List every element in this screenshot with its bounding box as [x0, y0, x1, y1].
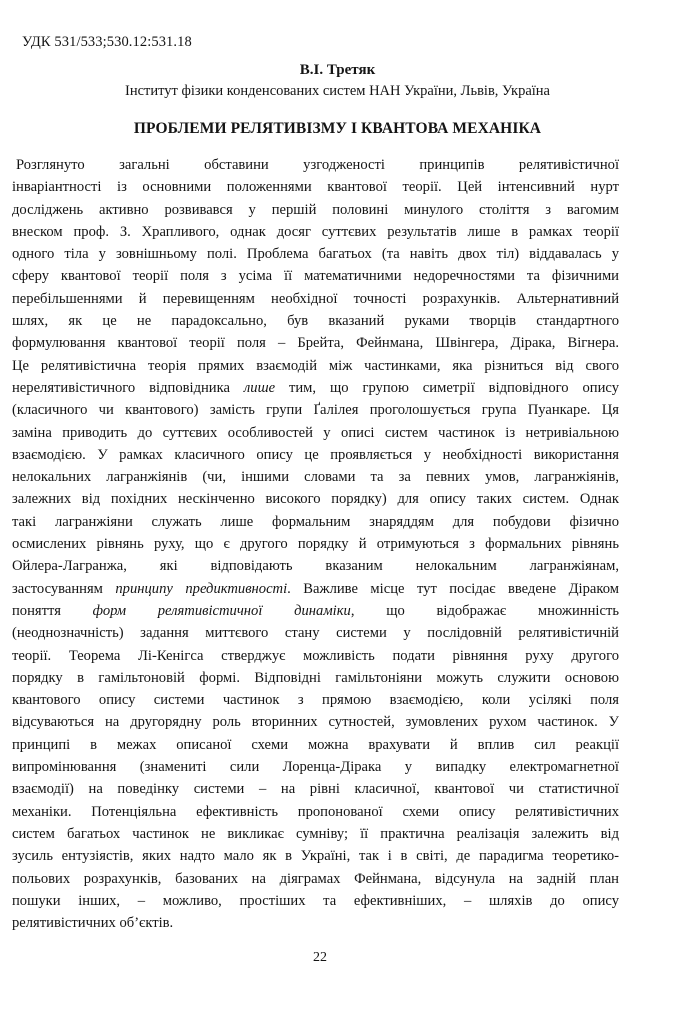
body-text-segment: нелокальних лагранжіянів (чи, іншими словами та за певних умов, лагранжіянів,	[12, 469, 619, 486]
body-text-segment: Розглянуто загальні обставини узгодженості принципів релятивістичної	[16, 157, 619, 173]
body-line	[12, 823, 619, 845]
article-title: ПРОБЛЕМИ РЕЛЯТИВІЗМУ І КВАНТОВА МЕХАНІКА	[133, 120, 542, 137]
body-text-segment: зусиль ентузіястів, яких надто мало як в Україні, так і в світі, де парадигма теоретико-	[12, 848, 619, 865]
body-line	[12, 622, 619, 644]
body-text-segment: механіки. Потенціяльна ефективність пропонованої схеми опису релятивістичних	[12, 803, 619, 820]
body-line	[12, 533, 619, 555]
body-text-segment: Ойлера-Лагранжа, які відповідають вказаним нелокальним лагранжіянам,	[12, 558, 619, 575]
body-text-segment: шлях, як це не парадоксально, був вказаний руками творців стандартного	[12, 313, 619, 330]
body-line	[12, 890, 619, 912]
body-line	[12, 332, 619, 354]
body-line	[12, 422, 619, 444]
author-affiliation: Інститут фізики конденсованих систем НАН України, Львів, Україна	[124, 83, 550, 99]
page-number: 22	[313, 950, 327, 965]
italic-term: форм релятивістичної динаміки	[92, 602, 351, 619]
body-line	[12, 845, 619, 867]
body-text-segment: внеском проф. З. Храпливого, однак досяг суттєвих результатів лише в рамках теорії	[12, 223, 619, 240]
body-line	[12, 310, 619, 332]
body-text-segment: досліджень активно розвивався у першій половині минулого століття з вагомим	[12, 201, 619, 218]
body-text-segment: . Важливе місце тут посідає введене Діраком	[287, 580, 619, 597]
body-line	[12, 199, 619, 221]
body-text-segment: принципі в межах описаної схеми можна врахувати й вплив сил реакції	[12, 736, 619, 753]
body-text-segment: теорії. Теорема Лі-Кенігса стверджує можливість подати рівняння руху другого	[12, 647, 619, 664]
body-text-segment: релятивістичних об’єктів.	[12, 915, 174, 932]
body-text-segment: взаємодії) на поведінку системи – на рівні класичної, квантової чи статистичної	[12, 781, 619, 798]
body-line	[12, 488, 619, 510]
body-line	[12, 176, 619, 198]
body-text-segment: формулювання квантової теорії поля – Брейта, Фейнмана, Швінгера, Дірака, Вігнера.	[12, 335, 619, 352]
body-text-segment: поняття	[12, 602, 93, 619]
body-line	[12, 600, 619, 622]
italic-term: принципу предиктивності	[115, 580, 288, 597]
body-line	[12, 711, 619, 733]
body-text-segment: відсуваються на другорядну роль вторинних сутностей, зумовлених рухом частинок. У	[12, 714, 619, 731]
body-line	[12, 154, 619, 176]
body-text-segment: випромінювання (знамениті сили Лоренца-Дірака у випадку електромагнетної	[12, 759, 619, 776]
author-name: В.І. Третяк	[299, 62, 376, 78]
body-line	[12, 511, 619, 533]
body-text-segment: польових розрахунків, базованих на діяграмах Фейнмана, відсунула на задній план	[12, 870, 619, 887]
body-text-segment: інваріантності із основними положеннями квантової теорії. Цей інтенсивний нурт	[12, 179, 619, 196]
body-line	[12, 801, 619, 823]
italic-term: лише	[243, 379, 276, 396]
body-line	[12, 355, 619, 377]
body-line	[12, 243, 619, 265]
body-line	[12, 667, 619, 689]
body-line	[12, 265, 619, 287]
body-text-segment: порядку в гамільтоновій формі. Відповідні гамільтоніяни можуть служити основою	[12, 669, 619, 686]
body-text-segment: , що відображає множинність	[350, 602, 619, 619]
body-text-segment: тим, що групою симетрії відповідного опису	[275, 379, 619, 396]
udc-code: УДК 531/533;530.12:531.18	[22, 34, 192, 50]
body-line	[12, 377, 619, 399]
body-line	[12, 645, 619, 667]
body-text-segment: перебільшеннями й перевищенням необхідної точності розрахунків. Альтернативний	[12, 290, 619, 307]
body-text-segment: (класичного чи квантового) замість групи Ґалілея проголошується група Пуанкаре. Ця	[12, 402, 619, 419]
body-line	[12, 578, 619, 600]
body-line	[12, 734, 619, 756]
body-text-segment: одного тіла у зовнішньому полі. Проблема багатьох (та навіть двох тіл) віддавалась у	[12, 246, 619, 263]
body-text-segment: заміна приводить до суттєвих особливостей у описі систем частинок із нетривіальною	[12, 424, 619, 441]
body-text-segment: сферу квантової теорії поля з усіма її математичними недоречностями та фізичними	[12, 268, 619, 285]
body-text-segment: осмислених рівнянь руху, що є другого порядку й отримуються з формальних рівнянь	[12, 536, 619, 553]
body-text-segment: Це релятивістична теорія прямих взаємодій між частинками, яка різниться від свого	[12, 357, 619, 374]
body-text-segment: взаємодією. У рамках класичного опису це проявляється у необхідності використання	[12, 446, 619, 463]
body-line	[12, 288, 619, 310]
abstract-body	[12, 154, 619, 934]
body-text-segment: залежних від похідних нескінченно високого порядку) для опису таких систем. Однак	[12, 491, 619, 508]
body-text-segment: систем багатьох частинок не викликає сумніву; її практична реалізація залежить від	[12, 825, 619, 842]
body-line	[12, 399, 619, 421]
body-line	[12, 756, 619, 778]
body-line	[12, 555, 619, 577]
body-line	[12, 689, 619, 711]
body-text-segment: застосуванням	[12, 580, 116, 597]
body-line	[12, 466, 619, 488]
body-text-segment: такі лагранжіяни служать лише формальним знаряддям для побудови фізично	[12, 513, 619, 530]
body-line	[12, 912, 619, 934]
body-line	[12, 778, 619, 800]
body-line	[12, 221, 619, 243]
body-line	[12, 444, 619, 466]
body-text-segment: пошуки інших, – можливо, простіших та ефективніших, – шляхів до опису	[12, 892, 619, 909]
body-text-segment: нерелятивістичного відповідника	[12, 379, 244, 396]
body-line	[12, 868, 619, 890]
body-text-segment: квантового опису системи частинок з прямою взаємодією, коли усілякі поля	[12, 692, 619, 709]
body-text-segment: (неоднозначність) задання миттєвого стану системи у послідовній релятивістичній	[12, 625, 619, 642]
